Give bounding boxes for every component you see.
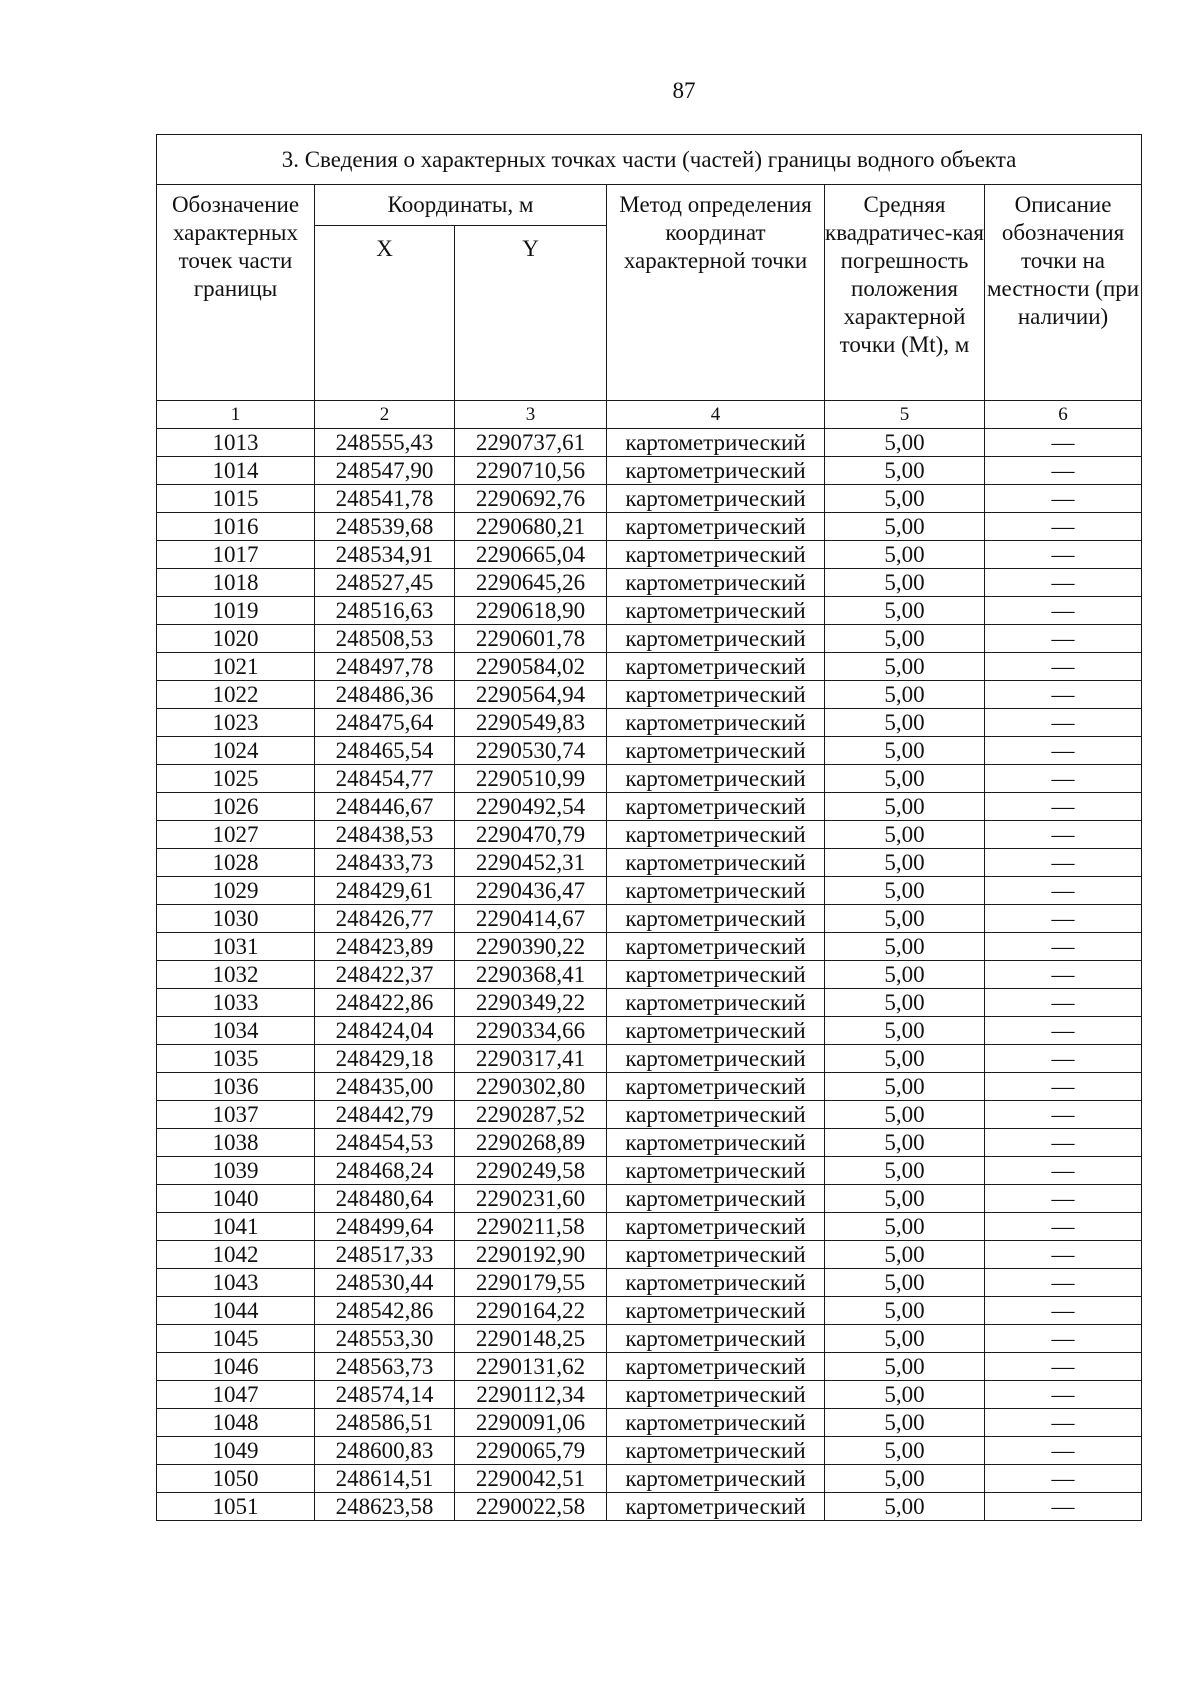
table-row: [157, 625, 1142, 653]
x-coordinate-cell: 248553,30: [315, 1325, 455, 1353]
y-coordinate-cell: 2290164,22: [455, 1297, 607, 1325]
description-cell: —: [985, 1073, 1142, 1101]
table-row: [157, 1017, 1142, 1045]
error-cell: 5,00: [825, 1073, 985, 1101]
point-id-cell: 1017: [157, 541, 315, 569]
x-coordinate-cell: 248534,91: [315, 541, 455, 569]
table-row: [157, 513, 1142, 541]
page-number: 87: [672, 78, 696, 103]
table-row: [157, 1129, 1142, 1157]
method-cell: картометрический: [607, 1409, 825, 1437]
point-id-cell: 1027: [157, 821, 315, 849]
y-coordinate-cell: 2290680,21: [455, 513, 607, 541]
table-row: [157, 1353, 1142, 1381]
x-coordinate-cell: 248422,37: [315, 961, 455, 989]
method-cell: картометрический: [607, 1493, 825, 1521]
table-row: [157, 961, 1142, 989]
error-cell: 5,00: [825, 597, 985, 625]
x-coordinate-cell: 248508,53: [315, 625, 455, 653]
x-coordinate-cell: 248426,77: [315, 905, 455, 933]
x-coordinate-cell: 248527,45: [315, 569, 455, 597]
method-cell: картометрический: [607, 905, 825, 933]
column-number-1: 1: [157, 401, 315, 429]
description-cell: —: [985, 1241, 1142, 1269]
y-coordinate-cell: 2290665,04: [455, 541, 607, 569]
x-coordinate-cell: 248586,51: [315, 1409, 455, 1437]
table-row: [157, 1409, 1142, 1437]
point-id-cell: 1022: [157, 681, 315, 709]
method-cell: картометрический: [607, 1437, 825, 1465]
y-coordinate-cell: 2290492,54: [455, 793, 607, 821]
point-id-cell: 1014: [157, 457, 315, 485]
description-cell: —: [985, 1017, 1142, 1045]
description-cell: —: [985, 1045, 1142, 1073]
table-row: [157, 1325, 1142, 1353]
error-cell: 5,00: [825, 989, 985, 1017]
error-cell: 5,00: [825, 1101, 985, 1129]
description-cell: —: [985, 597, 1142, 625]
error-cell: 5,00: [825, 1269, 985, 1297]
error-cell: 5,00: [825, 793, 985, 821]
description-cell: —: [985, 821, 1142, 849]
y-coordinate-cell: 2290549,83: [455, 709, 607, 737]
method-cell: картометрический: [607, 653, 825, 681]
y-coordinate-cell: 2290510,99: [455, 765, 607, 793]
error-cell: 5,00: [825, 457, 985, 485]
point-id-cell: 1035: [157, 1045, 315, 1073]
description-cell: —: [985, 1437, 1142, 1465]
x-coordinate-cell: 248468,24: [315, 1157, 455, 1185]
x-coordinate-cell: 248542,86: [315, 1297, 455, 1325]
table-row: [157, 1437, 1142, 1465]
column-number-2: 2: [315, 401, 455, 429]
error-cell: 5,00: [825, 1493, 985, 1521]
y-coordinate-cell: 2290349,22: [455, 989, 607, 1017]
method-cell: картометрический: [607, 1017, 825, 1045]
error-cell: 5,00: [825, 1381, 985, 1409]
method-cell: картометрический: [607, 1381, 825, 1409]
description-cell: —: [985, 1213, 1142, 1241]
table-row: [157, 681, 1142, 709]
point-id-cell: 1034: [157, 1017, 315, 1045]
description-cell: —: [985, 1493, 1142, 1521]
point-id-cell: 1024: [157, 737, 315, 765]
point-id-cell: 1051: [157, 1493, 315, 1521]
error-cell: 5,00: [825, 1129, 985, 1157]
method-cell: картометрический: [607, 877, 825, 905]
method-cell: картометрический: [607, 681, 825, 709]
x-coordinate-cell: 248516,63: [315, 597, 455, 625]
x-coordinate-cell: 248497,78: [315, 653, 455, 681]
error-cell: 5,00: [825, 765, 985, 793]
point-id-cell: 1037: [157, 1101, 315, 1129]
error-cell: 5,00: [825, 1241, 985, 1269]
y-coordinate-cell: 2290584,02: [455, 653, 607, 681]
description-cell: —: [985, 541, 1142, 569]
x-coordinate-cell: 248547,90: [315, 457, 455, 485]
table-row: [157, 1157, 1142, 1185]
description-cell: —: [985, 765, 1142, 793]
y-coordinate-cell: 2290618,90: [455, 597, 607, 625]
method-cell: картометрический: [607, 569, 825, 597]
y-coordinate-cell: 2290368,41: [455, 961, 607, 989]
method-cell: картометрический: [607, 1269, 825, 1297]
y-coordinate-cell: 2290334,66: [455, 1017, 607, 1045]
description-cell: —: [985, 1381, 1142, 1409]
error-cell: 5,00: [825, 1017, 985, 1045]
point-id-cell: 1020: [157, 625, 315, 653]
x-coordinate-cell: 248433,73: [315, 849, 455, 877]
column-number-row: [157, 401, 1142, 429]
table-row: [157, 737, 1142, 765]
error-cell: 5,00: [825, 1409, 985, 1437]
table-title: 3. Сведения о характерных точках части (частей) границы водного объекта: [157, 135, 1142, 185]
error-cell: 5,00: [825, 1185, 985, 1213]
point-id-cell: 1040: [157, 1185, 315, 1213]
error-cell: 5,00: [825, 1353, 985, 1381]
x-coordinate-cell: 248435,00: [315, 1073, 455, 1101]
error-cell: 5,00: [825, 429, 985, 457]
description-cell: —: [985, 1409, 1142, 1437]
method-cell: картометрический: [607, 597, 825, 625]
header-method: Метод определения координат характерной точки: [607, 185, 825, 401]
header-point-description: Описание обозначения точки на местности (при наличии): [985, 185, 1142, 401]
table-row: [157, 1213, 1142, 1241]
method-cell: картометрический: [607, 1465, 825, 1493]
error-cell: 5,00: [825, 961, 985, 989]
method-cell: картометрический: [607, 485, 825, 513]
point-id-cell: 1045: [157, 1325, 315, 1353]
point-id-cell: 1026: [157, 793, 315, 821]
error-cell: 5,00: [825, 513, 985, 541]
point-id-cell: 1038: [157, 1129, 315, 1157]
table-row: [157, 821, 1142, 849]
description-cell: —: [985, 709, 1142, 737]
error-cell: 5,00: [825, 1157, 985, 1185]
method-cell: картометрический: [607, 765, 825, 793]
point-id-cell: 1023: [157, 709, 315, 737]
method-cell: картометрический: [607, 1297, 825, 1325]
error-cell: 5,00: [825, 625, 985, 653]
y-coordinate-cell: 2290470,79: [455, 821, 607, 849]
x-coordinate-cell: 248539,68: [315, 513, 455, 541]
description-cell: —: [985, 961, 1142, 989]
table-row: [157, 457, 1142, 485]
method-cell: картометрический: [607, 1101, 825, 1129]
table-row: [157, 933, 1142, 961]
table-row: [157, 1269, 1142, 1297]
table-row: [157, 429, 1142, 457]
point-id-cell: 1046: [157, 1353, 315, 1381]
point-id-cell: 1015: [157, 485, 315, 513]
x-coordinate-cell: 248614,51: [315, 1465, 455, 1493]
method-cell: картометрический: [607, 989, 825, 1017]
error-cell: 5,00: [825, 877, 985, 905]
y-coordinate-cell: 2290192,90: [455, 1241, 607, 1269]
y-coordinate-cell: 2290091,06: [455, 1409, 607, 1437]
y-coordinate-cell: 2290302,80: [455, 1073, 607, 1101]
table-row: [157, 485, 1142, 513]
description-cell: —: [985, 933, 1142, 961]
description-cell: —: [985, 1185, 1142, 1213]
y-coordinate-cell: 2290692,76: [455, 485, 607, 513]
point-id-cell: 1029: [157, 877, 315, 905]
point-id-cell: 1049: [157, 1437, 315, 1465]
point-id-cell: 1028: [157, 849, 315, 877]
error-cell: 5,00: [825, 569, 985, 597]
point-id-cell: 1043: [157, 1269, 315, 1297]
error-cell: 5,00: [825, 1465, 985, 1493]
error-cell: 5,00: [825, 1213, 985, 1241]
description-cell: —: [985, 1101, 1142, 1129]
description-cell: —: [985, 905, 1142, 933]
y-coordinate-cell: 2290268,89: [455, 1129, 607, 1157]
error-cell: 5,00: [825, 933, 985, 961]
error-cell: 5,00: [825, 1045, 985, 1073]
y-coordinate-cell: 2290436,47: [455, 877, 607, 905]
error-cell: 5,00: [825, 1437, 985, 1465]
table-row: [157, 793, 1142, 821]
x-coordinate-cell: 248486,36: [315, 681, 455, 709]
description-cell: —: [985, 1353, 1142, 1381]
table-row: [157, 765, 1142, 793]
header-x: X: [315, 226, 455, 401]
y-coordinate-cell: 2290317,41: [455, 1045, 607, 1073]
x-coordinate-cell: 248429,18: [315, 1045, 455, 1073]
point-id-cell: 1044: [157, 1297, 315, 1325]
method-cell: картометрический: [607, 933, 825, 961]
column-number-6: 6: [985, 401, 1142, 429]
point-id-cell: 1019: [157, 597, 315, 625]
table-row: [157, 1465, 1142, 1493]
y-coordinate-cell: 2290287,52: [455, 1101, 607, 1129]
x-coordinate-cell: 248438,53: [315, 821, 455, 849]
description-cell: —: [985, 457, 1142, 485]
error-cell: 5,00: [825, 653, 985, 681]
description-cell: —: [985, 737, 1142, 765]
x-coordinate-cell: 248454,77: [315, 765, 455, 793]
point-id-cell: 1050: [157, 1465, 315, 1493]
y-coordinate-cell: 2290414,67: [455, 905, 607, 933]
x-coordinate-cell: 248475,64: [315, 709, 455, 737]
header-mean-square-error: Средняя квадратичес-кая погрешность положения характерной точки (Mt), м: [825, 185, 985, 401]
y-coordinate-cell: 2290148,25: [455, 1325, 607, 1353]
table-row: [157, 1045, 1142, 1073]
x-coordinate-cell: 248600,83: [315, 1437, 455, 1465]
table-row: [157, 1297, 1142, 1325]
y-coordinate-cell: 2290390,22: [455, 933, 607, 961]
method-cell: картометрический: [607, 849, 825, 877]
point-id-cell: 1041: [157, 1213, 315, 1241]
x-coordinate-cell: 248454,53: [315, 1129, 455, 1157]
x-coordinate-cell: 248480,64: [315, 1185, 455, 1213]
x-coordinate-cell: 248429,61: [315, 877, 455, 905]
table-row: [157, 541, 1142, 569]
y-coordinate-cell: 2290112,34: [455, 1381, 607, 1409]
method-cell: картометрический: [607, 1129, 825, 1157]
x-coordinate-cell: 248446,67: [315, 793, 455, 821]
description-cell: —: [985, 849, 1142, 877]
x-coordinate-cell: 248423,89: [315, 933, 455, 961]
method-cell: картометрический: [607, 457, 825, 485]
method-cell: картометрический: [607, 793, 825, 821]
method-cell: картометрический: [607, 513, 825, 541]
description-cell: —: [985, 653, 1142, 681]
point-id-cell: 1016: [157, 513, 315, 541]
description-cell: —: [985, 989, 1142, 1017]
table-row: [157, 1493, 1142, 1521]
description-cell: —: [985, 485, 1142, 513]
description-cell: —: [985, 1129, 1142, 1157]
error-cell: 5,00: [825, 1325, 985, 1353]
method-cell: картометрический: [607, 1185, 825, 1213]
description-cell: —: [985, 1325, 1142, 1353]
error-cell: 5,00: [825, 905, 985, 933]
y-coordinate-cell: 2290211,58: [455, 1213, 607, 1241]
y-coordinate-cell: 2290042,51: [455, 1465, 607, 1493]
point-id-cell: 1033: [157, 989, 315, 1017]
header-coordinates: Координаты, м: [315, 185, 607, 226]
y-coordinate-cell: 2290131,62: [455, 1353, 607, 1381]
x-coordinate-cell: 248574,14: [315, 1381, 455, 1409]
point-id-cell: 1018: [157, 569, 315, 597]
column-number-3: 3: [455, 401, 607, 429]
table-row: [157, 1185, 1142, 1213]
method-cell: картометрический: [607, 625, 825, 653]
x-coordinate-cell: 248442,79: [315, 1101, 455, 1129]
y-coordinate-cell: 2290249,58: [455, 1157, 607, 1185]
description-cell: —: [985, 1297, 1142, 1325]
description-cell: —: [985, 625, 1142, 653]
table-row: [157, 849, 1142, 877]
x-coordinate-cell: 248499,64: [315, 1213, 455, 1241]
y-coordinate-cell: 2290452,31: [455, 849, 607, 877]
table-row: [157, 989, 1142, 1017]
point-id-cell: 1036: [157, 1073, 315, 1101]
method-cell: картометрический: [607, 1213, 825, 1241]
method-cell: картометрический: [607, 1241, 825, 1269]
x-coordinate-cell: 248517,33: [315, 1241, 455, 1269]
table-row: [157, 1381, 1142, 1409]
description-cell: —: [985, 513, 1142, 541]
table-row: [157, 1241, 1142, 1269]
point-id-cell: 1039: [157, 1157, 315, 1185]
point-id-cell: 1047: [157, 1381, 315, 1409]
x-coordinate-cell: 248541,78: [315, 485, 455, 513]
table-body: [157, 429, 1142, 1521]
table-row: [157, 569, 1142, 597]
y-coordinate-cell: 2290530,74: [455, 737, 607, 765]
method-cell: картометрический: [607, 429, 825, 457]
x-coordinate-cell: 248563,73: [315, 1353, 455, 1381]
description-cell: —: [985, 1157, 1142, 1185]
y-coordinate-cell: 2290231,60: [455, 1185, 607, 1213]
x-coordinate-cell: 248422,86: [315, 989, 455, 1017]
point-id-cell: 1021: [157, 653, 315, 681]
column-number-4: 4: [607, 401, 825, 429]
x-coordinate-cell: 248530,44: [315, 1269, 455, 1297]
point-id-cell: 1032: [157, 961, 315, 989]
description-cell: —: [985, 1269, 1142, 1297]
point-id-cell: 1025: [157, 765, 315, 793]
point-id-cell: 1042: [157, 1241, 315, 1269]
method-cell: картометрический: [607, 1353, 825, 1381]
boundary-points-table: [156, 134, 1142, 1521]
column-number-5: 5: [825, 401, 985, 429]
table-row: [157, 653, 1142, 681]
point-id-cell: 1048: [157, 1409, 315, 1437]
error-cell: 5,00: [825, 821, 985, 849]
x-coordinate-cell: 248465,54: [315, 737, 455, 765]
point-id-cell: 1013: [157, 429, 315, 457]
method-cell: картометрический: [607, 961, 825, 989]
description-cell: —: [985, 681, 1142, 709]
error-cell: 5,00: [825, 709, 985, 737]
error-cell: 5,00: [825, 1297, 985, 1325]
error-cell: 5,00: [825, 681, 985, 709]
description-cell: —: [985, 793, 1142, 821]
method-cell: картометрический: [607, 1045, 825, 1073]
method-cell: картометрический: [607, 737, 825, 765]
y-coordinate-cell: 2290710,56: [455, 457, 607, 485]
error-cell: 5,00: [825, 485, 985, 513]
table-row: [157, 1101, 1142, 1129]
header-point-designation: Обозначение характерных точек части границы: [157, 185, 315, 401]
method-cell: картометрический: [607, 541, 825, 569]
method-cell: картометрический: [607, 1157, 825, 1185]
header-y: Y: [455, 226, 607, 401]
x-coordinate-cell: 248555,43: [315, 429, 455, 457]
description-cell: —: [985, 569, 1142, 597]
y-coordinate-cell: 2290601,78: [455, 625, 607, 653]
y-coordinate-cell: 2290645,26: [455, 569, 607, 597]
method-cell: картометрический: [607, 709, 825, 737]
point-id-cell: 1030: [157, 905, 315, 933]
method-cell: картометрический: [607, 821, 825, 849]
error-cell: 5,00: [825, 849, 985, 877]
table-row: [157, 877, 1142, 905]
y-coordinate-cell: 2290564,94: [455, 681, 607, 709]
table-row: [157, 1073, 1142, 1101]
point-id-cell: 1031: [157, 933, 315, 961]
x-coordinate-cell: 248623,58: [315, 1493, 455, 1521]
description-cell: —: [985, 429, 1142, 457]
y-coordinate-cell: 2290022,58: [455, 1493, 607, 1521]
x-coordinate-cell: 248424,04: [315, 1017, 455, 1045]
y-coordinate-cell: 2290065,79: [455, 1437, 607, 1465]
table-row: [157, 709, 1142, 737]
description-cell: —: [985, 877, 1142, 905]
error-cell: 5,00: [825, 541, 985, 569]
y-coordinate-cell: 2290179,55: [455, 1269, 607, 1297]
method-cell: картометрический: [607, 1325, 825, 1353]
method-cell: картометрический: [607, 1073, 825, 1101]
table-row: [157, 597, 1142, 625]
table-row: [157, 905, 1142, 933]
description-cell: —: [985, 1465, 1142, 1493]
error-cell: 5,00: [825, 737, 985, 765]
y-coordinate-cell: 2290737,61: [455, 429, 607, 457]
